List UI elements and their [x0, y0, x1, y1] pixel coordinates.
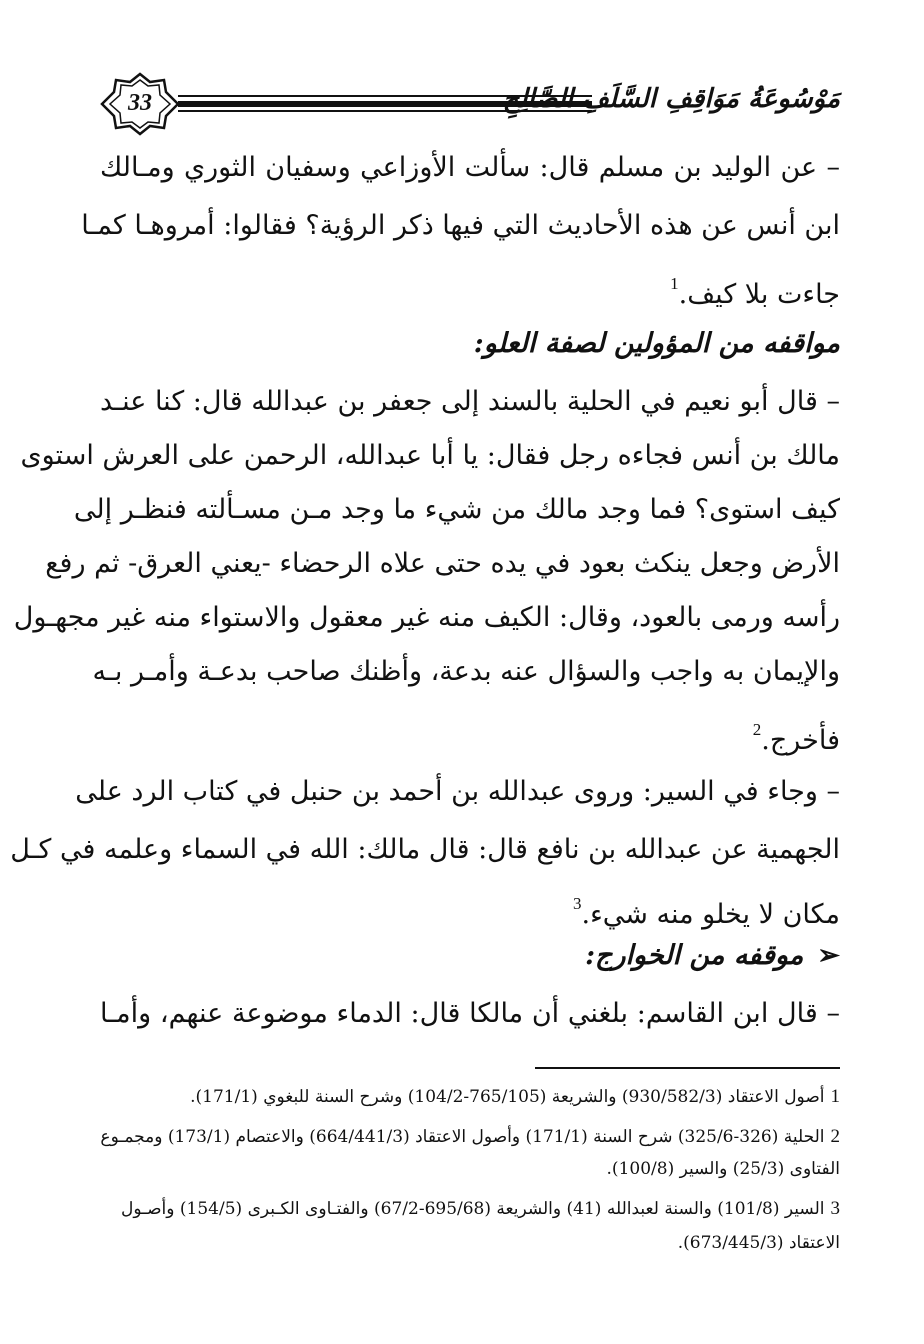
footnote-line: [190, 1082, 840, 1112]
text-line: رأسه ورمى بالعود، وقال: الكيف منه غير معقول والاستواء منه غير مجهـول: [13, 602, 840, 633]
text-line: – وجاء في السير: وروى عبدالله بن أحمد بن حنبل في كتاب الرد على: [75, 776, 840, 807]
text-line: [100, 710, 840, 768]
footnote-line: [121, 1194, 840, 1224]
text-line: [100, 884, 840, 942]
text-line: – قال ابن القاسم: بلغني أن مالكا قال: الدماء موضوعة عنهم، وأمـا: [100, 998, 840, 1029]
section-heading: [100, 936, 840, 976]
text-line: الأرض وجعل ينكث بعود في يده حتى علاه الرحضاء -يعني العرق- ثم رفع: [45, 548, 840, 579]
text-line: [100, 264, 840, 322]
footnote-line: [100, 1122, 840, 1152]
page-number-badge: [98, 72, 182, 136]
footnote-ref: 3: [573, 894, 582, 913]
section-heading-text: موقفه من الخوارج:: [585, 940, 804, 971]
footnote-ref: 2: [752, 720, 762, 739]
book-title: مَوْسُوعَةُ مَوَاقِفِ السَّلَفِ الصَّالِحِ: [502, 84, 840, 114]
text-line: – قال أبو نعيم في الحلية بالسند إلى جعفر بن عبدالله قال: كنا عنـد: [100, 386, 840, 417]
footnote-line: الفتاوى (25/3) والسير (100/8).: [606, 1159, 840, 1179]
text-line-content: جاءت بلا كيف.: [678, 279, 840, 310]
text-line: الجهمية عن عبدالله بن نافع قال: قال مالك: الله في السماء وعلمه في كـل: [10, 834, 840, 865]
text-line-content: فأخرج.: [761, 725, 840, 756]
text-line: والإيمان به واجب والسؤال عنه بدعة، وأظنك صاحب بدعـة وأمـر بـه: [92, 656, 840, 687]
page-number: 33: [128, 90, 152, 116]
page-header: [98, 70, 840, 142]
footnote-text: السير (101/8) والسنة لعبدالله (41) والشريعة (695/68-67/2) والفتـاوى الكـبرى (154/5) وأصـول: [121, 1199, 825, 1219]
footnote-number: 3: [830, 1198, 840, 1219]
footnote-line: الاعتقاد (673/445/3).: [677, 1233, 840, 1253]
footnote-number: 2: [830, 1126, 840, 1147]
text-line: – عن الوليد بن مسلم قال: سألت الأوزاعي وسفيان الثوري ومـالك: [100, 152, 840, 183]
text-line: مالك بن أنس فجاءه رجل فقال: يا أبا عبدالله، الرحمن على العرش استوى: [20, 440, 840, 471]
footnote-text: أصول الاعتقاد (930/582/3) والشريعة (765/105-104/2) وشرح السنة للبغوي (171/1).: [190, 1087, 825, 1107]
footnote-text: الحلية (326-325/6) شرح السنة (171/1) وأصول الاعتقاد (664/441/3) والاعتصام (173/1) ومجمـوع: [100, 1127, 825, 1147]
footnote-number: 1: [830, 1086, 840, 1107]
arrow-bullet-icon: ➢: [817, 940, 840, 971]
text-line: ابن أنس عن هذه الأحاديث التي فيها ذكر الرؤية؟ فقالوا: أمروهـا كمـا: [81, 210, 840, 241]
text-line-content: مكان لا يخلو منه شيء.: [581, 899, 840, 930]
section-heading: مواقفه من المؤولين لصفة العلو:: [473, 328, 840, 359]
text-line: كيف استوى؟ فما وجد مالك من شيء ما وجد مـن مسـألته فنظـر إلى: [73, 494, 840, 525]
footnote-ref: 1: [670, 274, 679, 293]
footnote-separator: [535, 1067, 840, 1069]
